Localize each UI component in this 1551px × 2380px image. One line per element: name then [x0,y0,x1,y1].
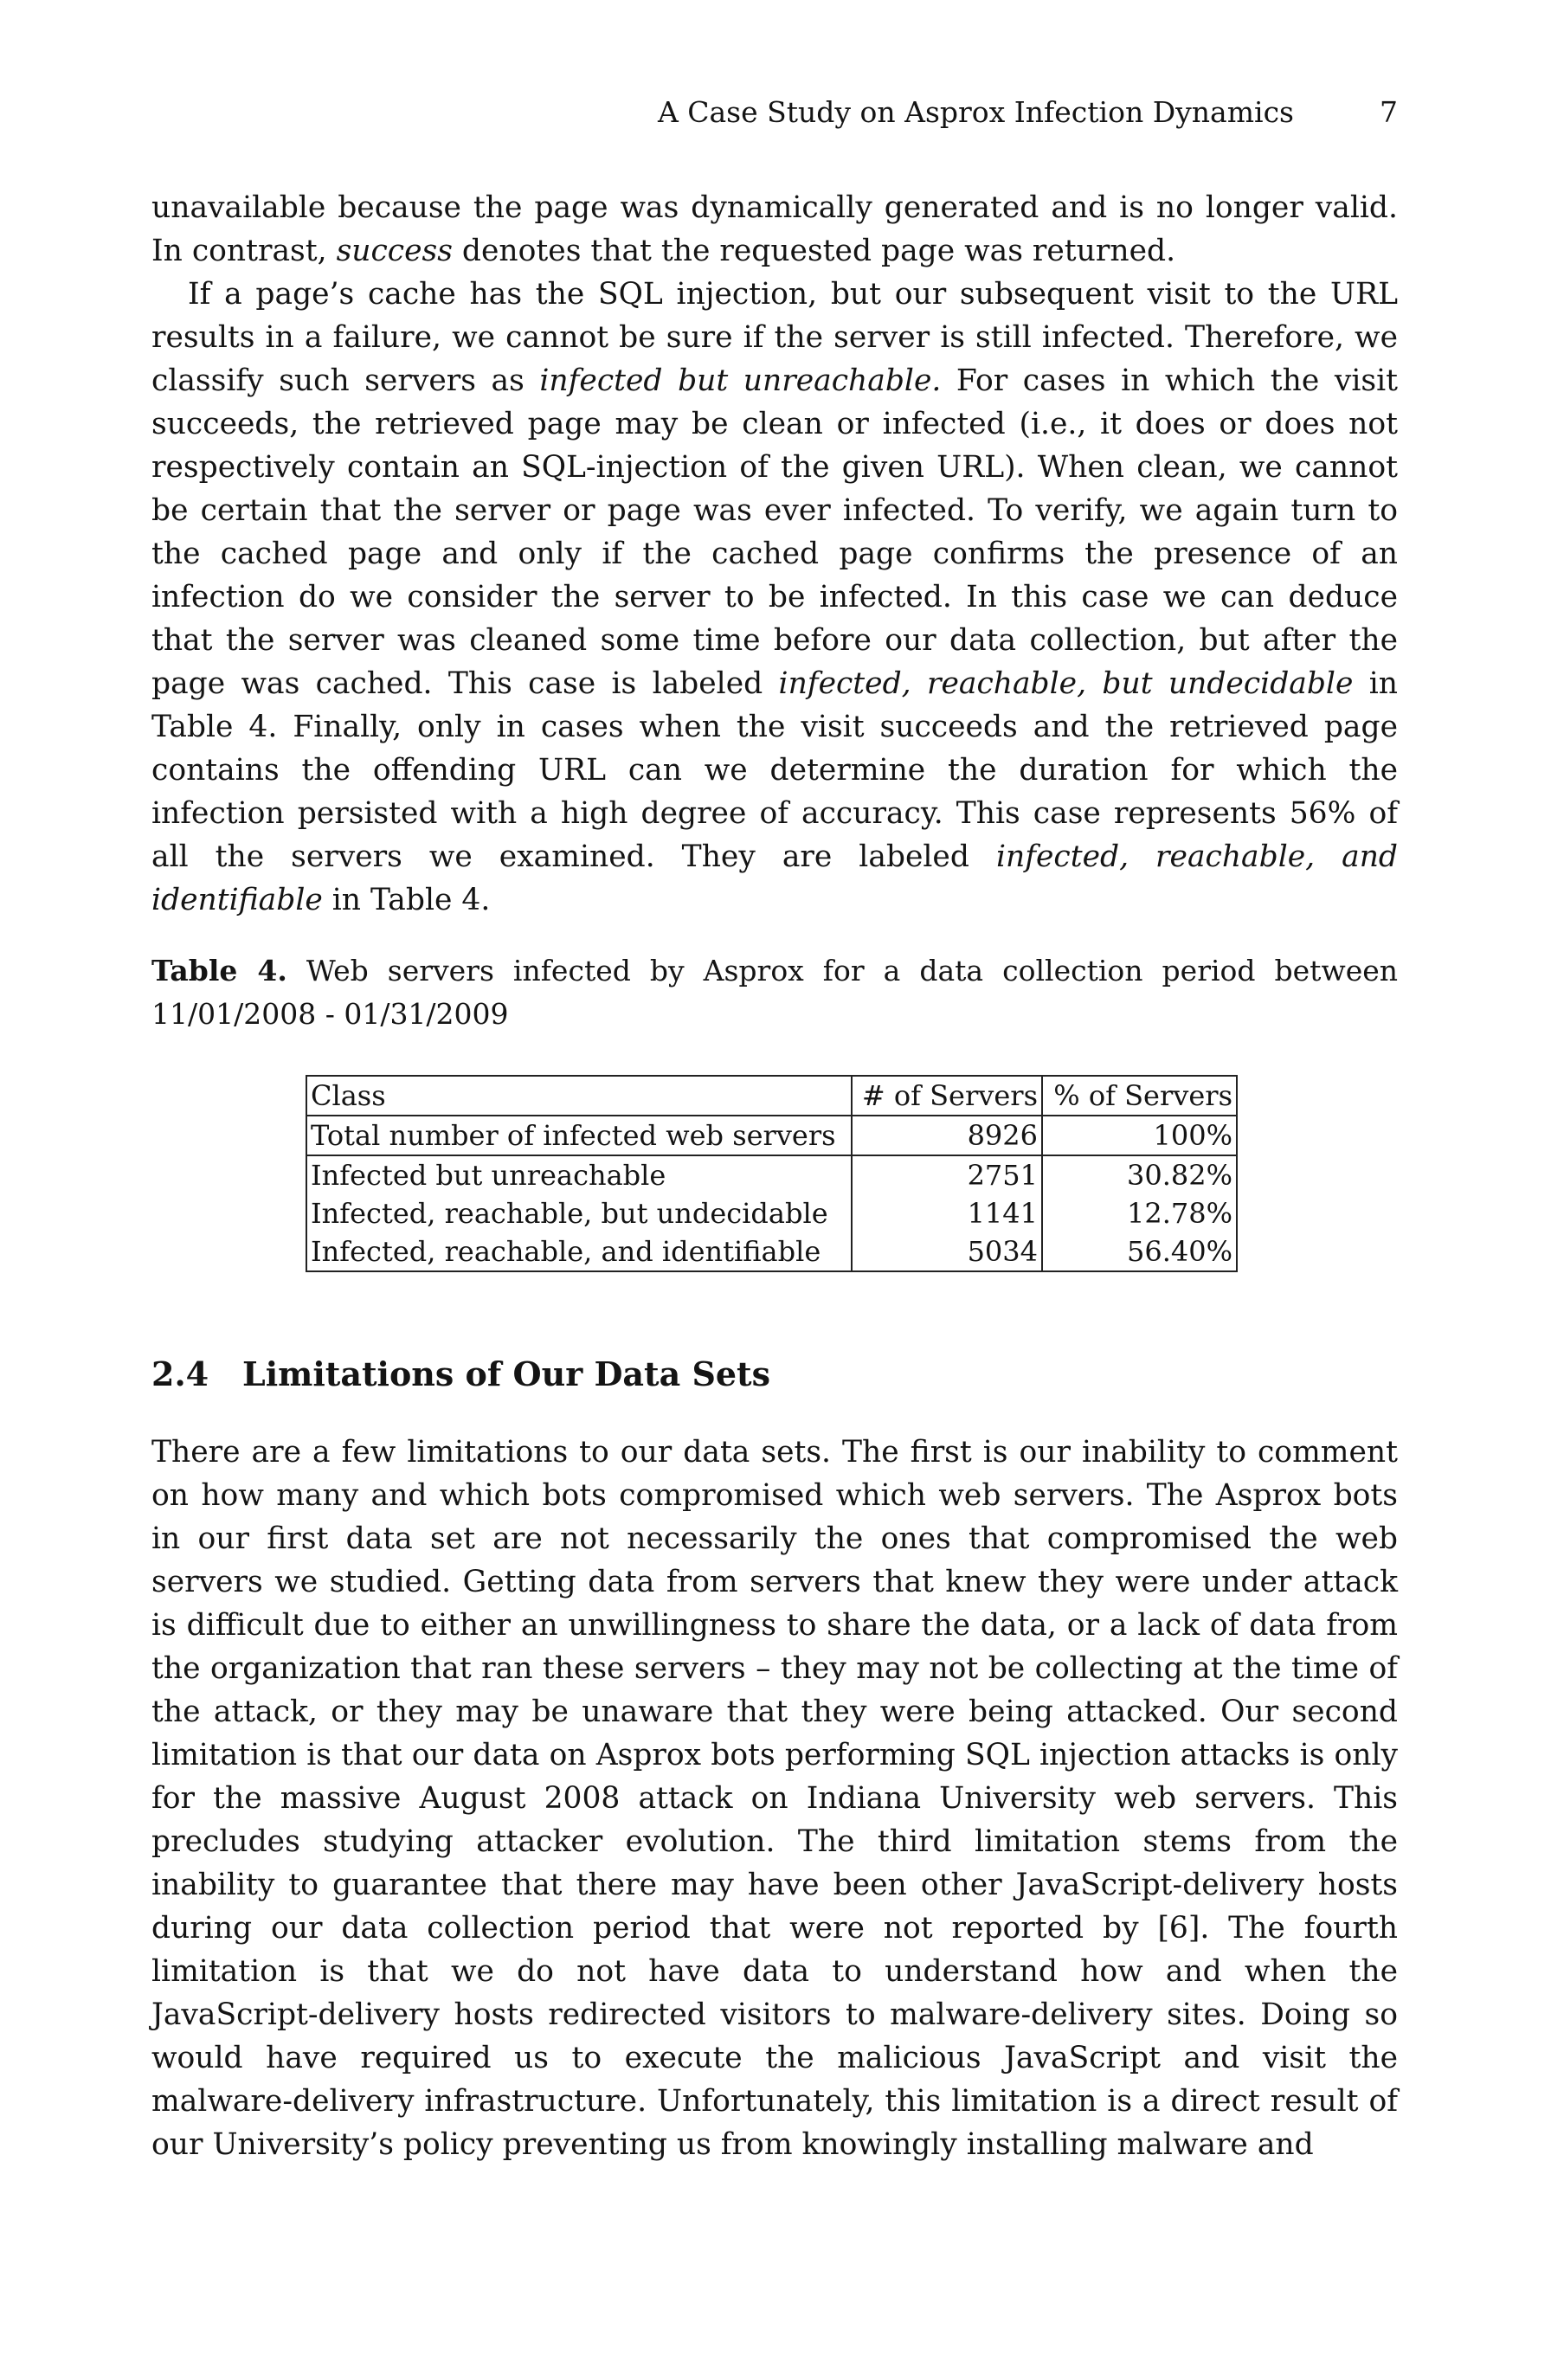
section-number: 2.4 [151,1354,209,1393]
header-num-servers: # of Servers [852,1076,1042,1116]
emphasis-text: success [336,234,453,268]
cell-percent: 56.40% [1042,1232,1237,1271]
cell-count: 8926 [852,1116,1042,1155]
paragraph-block-2 [151,1431,1398,2166]
emphasis-text: infected but unreachable. [539,363,942,398]
paragraph-text: denotes that the requested page was returned. [452,234,1176,268]
table-row [306,1232,1237,1271]
paragraph-limitations: There are a few limitations to our data sets. The first is our inability to comment on how many and which bots compromised which web servers. The Asprox bots in our first data set are not necessarily the ones that compromised the web servers we studied. Getting data from servers that knew they were under attack is difficult due to either an unwillingness to share the data, or a lack of data from the organization that ran these servers – they may not be collecting at the time of the attack, or they may be unaware that they were being attacked. Our second limitation is that our data on Asprox bots performing SQL injection attacks is only for the massive August 2008 attack on Indiana University web servers. This precludes studying attacker evolution. The third limitation stems from the inability to guarantee that there may have been other JavaScript-delivery hosts during our data collection period that were not reported by [6]. The fourth limitation is that we do not have data to understand how and when the JavaScript-delivery hosts redirected visitors to malware-delivery sites. Doing so would have required us to execute the malicious JavaScript and visit the malware-delivery infrastructure. Unfortunately, this limitation is a direct result of our University’s policy preventing us from knowingly installing malware and [151,1435,1398,2162]
running-head [151,95,1398,137]
paragraph-text: in Table 4. Finally, only in cases when the visit succeeds and the retrieved page contains the offending URL can we determine the duration for which the infection persisted with a high degree of accuracy. This case represents 56% of all the servers we examined. They are labeled [151,666,1398,874]
cell-class: Infected, reachable, and identifiable [306,1232,852,1271]
cell-class: Infected, reachable, but undecidable [306,1194,852,1232]
header-pct-servers: % of Servers [1042,1076,1237,1116]
cell-percent: 30.82% [1042,1155,1237,1194]
paragraph-text: unavailable because the page was dynamically generated and is no longer valid. In contrast, [151,190,1398,268]
cell-count: 5034 [852,1232,1042,1271]
cell-class: Infected but unreachable [306,1155,852,1194]
table-row [306,1194,1237,1232]
table-header-row [306,1076,1237,1116]
emphasis-text: infected, reachable, and identifiable [151,839,1398,917]
cell-percent: 12.78% [1042,1194,1237,1232]
section-title: Limitations of Our Data Sets [242,1354,771,1393]
paragraph-text: For cases in which the visit succeeds, the retrieved page may be clean or infected (i.e., it does or does not respectively contain an SQL-injection of the given URL). When clean, we cannot be certain that the server or page was ever infected. To verify, we again turn to the cached page and only if the cached page confirms the presence of an infection do we consider the server to be infected. In this case we can deduce that the server was cleaned some time before our data collection, but after the page was cached. This case is labeled [151,363,1398,701]
section-heading [151,1354,770,1393]
table-row [306,1116,1237,1155]
paragraph-text: in Table 4. [322,883,491,917]
table-caption-text: Web servers infected by Asprox for a data collection period between 11/01/2008 - 01/31/2009 [151,954,1399,1031]
cell-percent: 100% [1042,1116,1237,1155]
cell-count: 2751 [852,1155,1042,1194]
cell-class: Total number of infected web servers [306,1116,852,1155]
emphasis-text: infected, reachable, but undecidable [778,666,1354,701]
table-caption [151,949,1398,1036]
page-number: 7 [1380,95,1398,129]
paragraph-text: If a page’s cache has the SQL injection, but our subsequent visit to the URL results in a failure, we cannot be sure if the server is still infected. Therefore, we classify such servers as [151,277,1398,398]
table-caption-label: Table 4. [151,954,287,987]
paragraph-block-1 [151,186,1398,922]
paragraph-continuation [151,186,1398,273]
cell-count: 1141 [852,1194,1042,1232]
header-class: Class [306,1076,852,1116]
infection-table [306,1075,1238,1272]
table-row [306,1155,1237,1194]
paragraph-classification [151,273,1398,922]
running-head-title: A Case Study on Asprox Infection Dynamics [657,95,1294,129]
